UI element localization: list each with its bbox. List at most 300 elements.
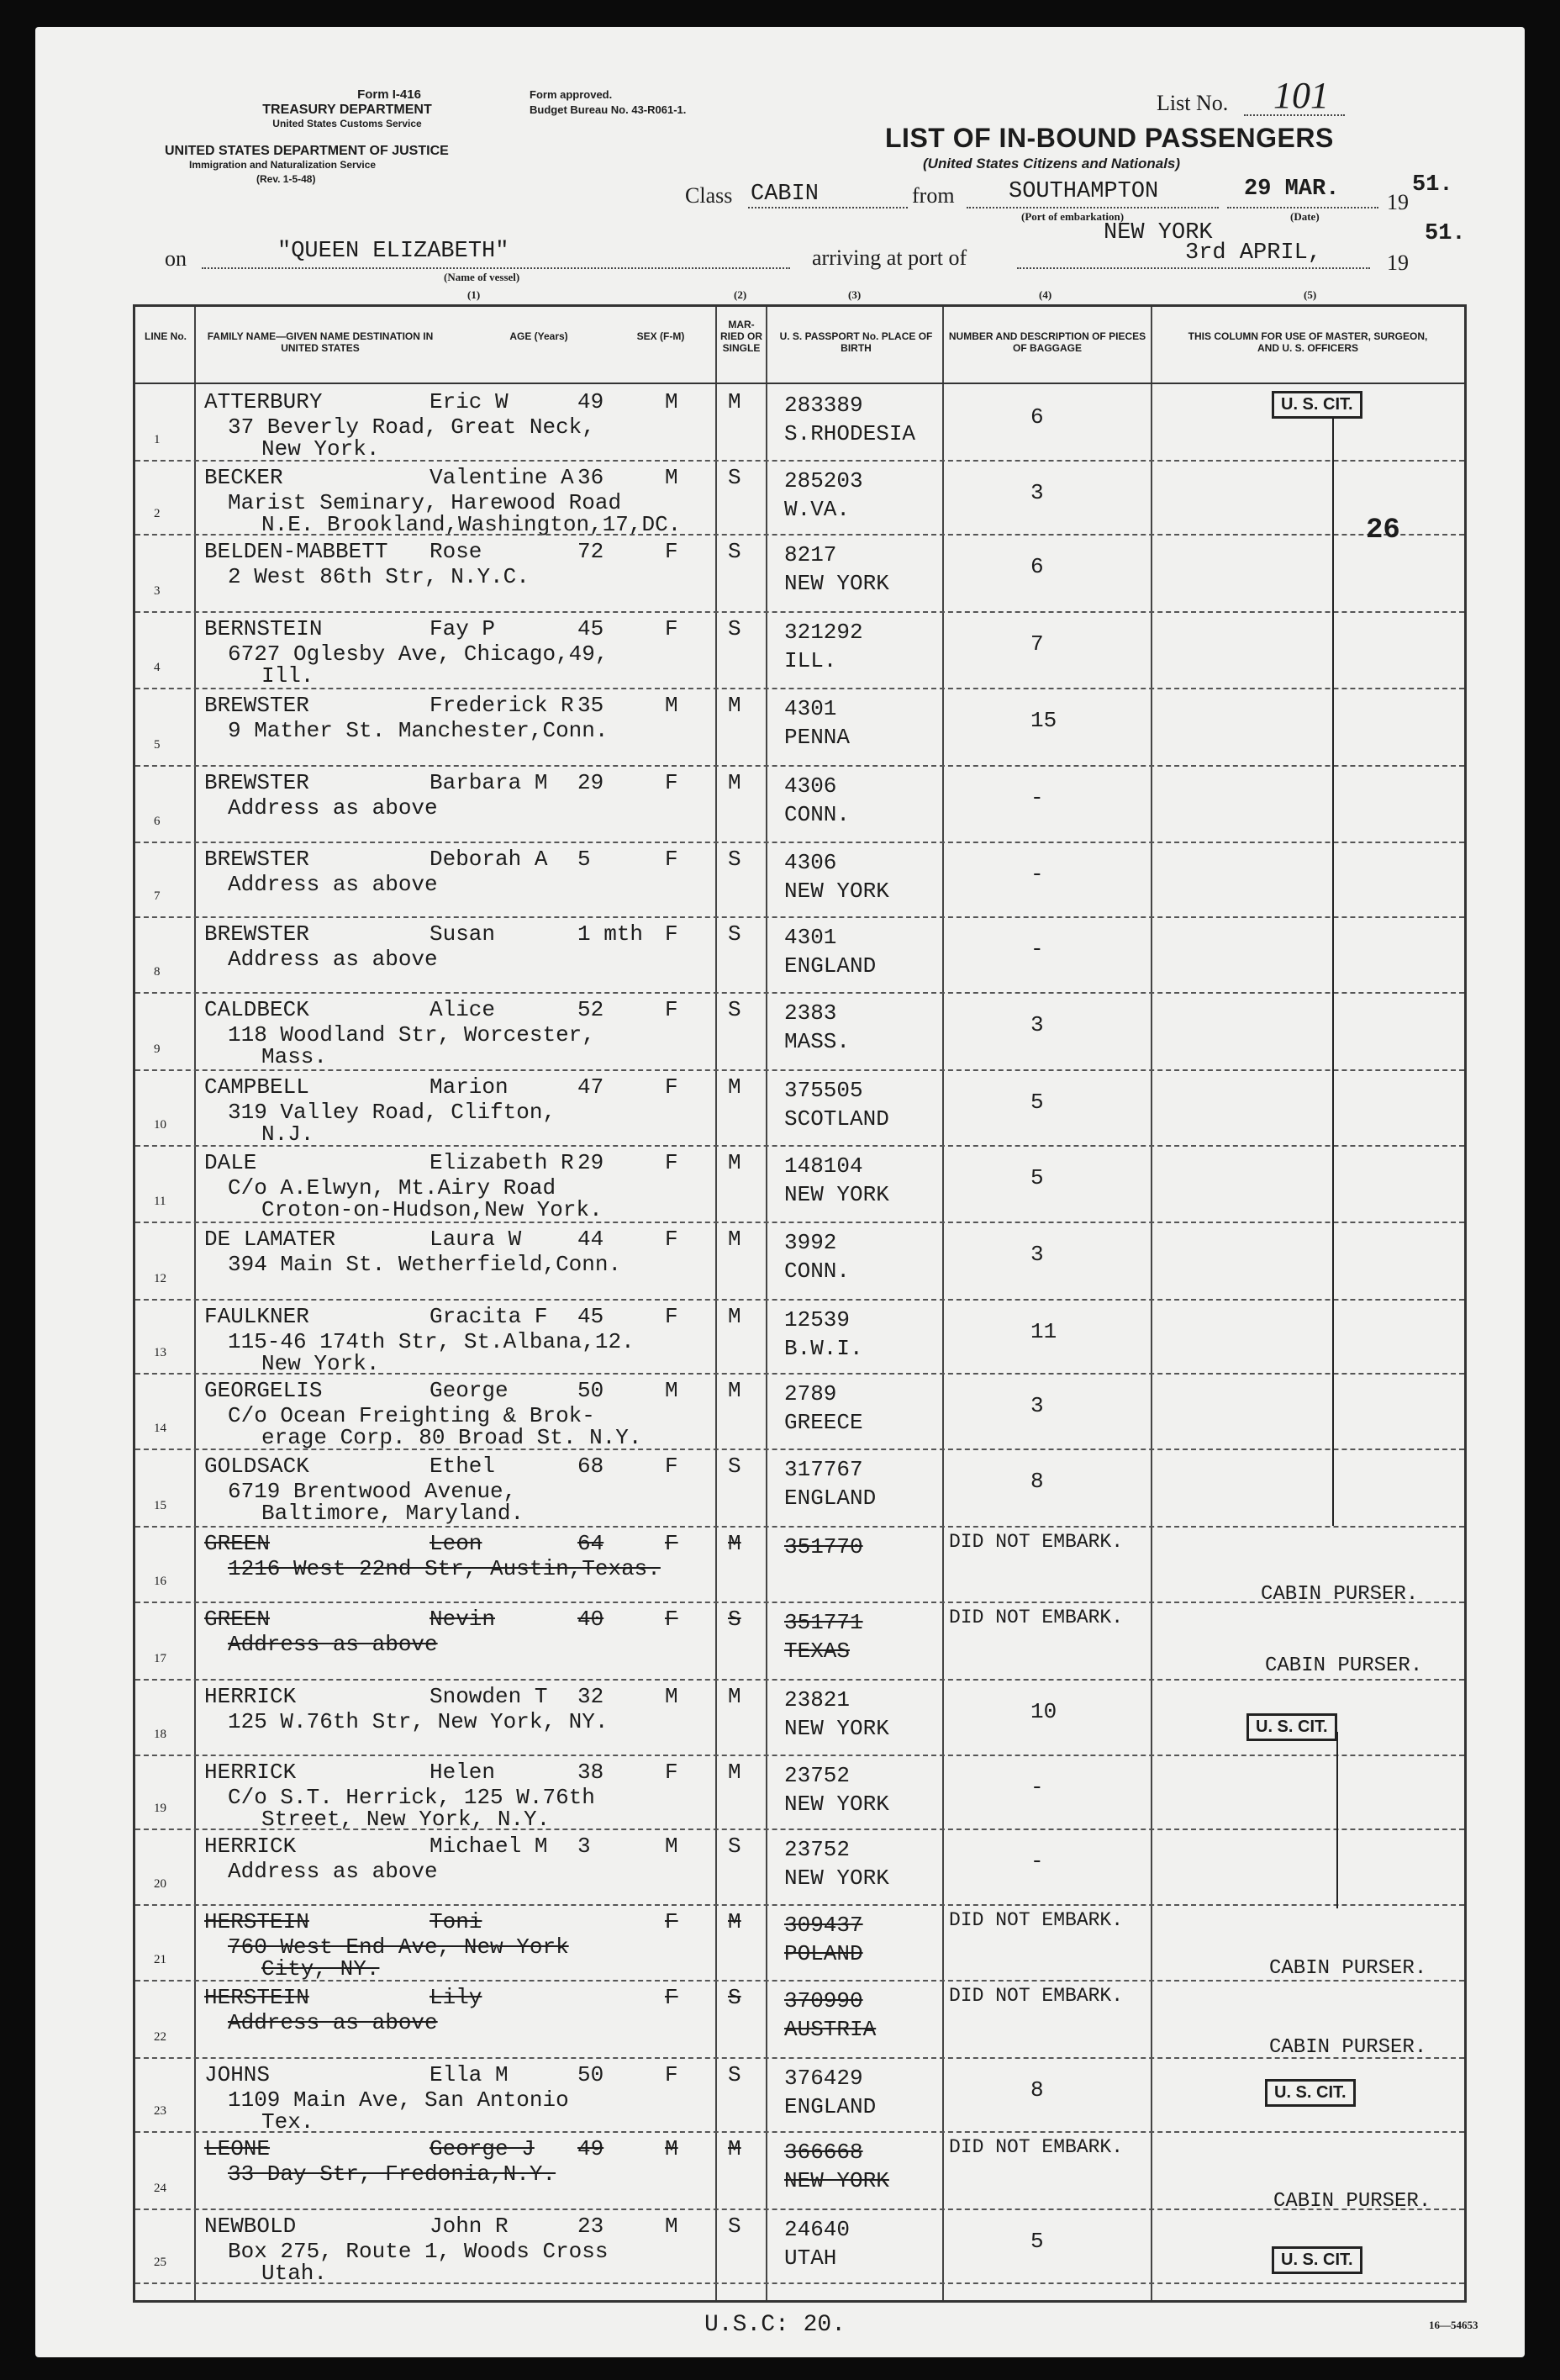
passport-number: 2789: [784, 1381, 837, 1406]
line-number: 12: [154, 1272, 166, 1285]
baggage-count: 11: [1030, 1319, 1057, 1344]
passport-number: 23752: [784, 1837, 851, 1862]
marital-status: S: [728, 616, 741, 641]
budget-bureau: Budget Bureau No. 43-R061-1.: [530, 103, 687, 116]
passport-number: 24640: [784, 2217, 851, 2242]
given-name: Deborah A: [430, 847, 548, 872]
age: 50: [577, 1378, 604, 1403]
line-number: 5: [154, 738, 161, 752]
passenger-row: [135, 1755, 1464, 1832]
age: 47: [577, 1074, 604, 1100]
from-label: from: [912, 183, 955, 208]
passenger-row: [135, 1299, 1464, 1376]
place-of-birth: TEXAS: [784, 1639, 851, 1664]
given-name: Fay P: [430, 616, 496, 641]
sex: F: [665, 847, 678, 872]
address-line-2: New York.: [261, 1351, 380, 1376]
passenger-row: [135, 1222, 1464, 1299]
address-line-1: 1109 Main Ave, San Antonio: [228, 2087, 569, 2113]
given-name: Michael M: [430, 1834, 548, 1859]
sex: F: [665, 1607, 678, 1632]
address-line-1: C/o Ocean Freighting & Brok-: [228, 1403, 595, 1428]
age: 36: [577, 465, 604, 490]
justice-department: UNITED STATES DEPARTMENT OF JUSTICE: [165, 144, 449, 158]
given-name: Leon: [430, 1531, 482, 1556]
marital-status: M: [728, 1227, 741, 1252]
passport-number: 317767: [784, 1457, 863, 1482]
arrival-year: 51.: [1425, 221, 1466, 246]
family-name: GOLDSACK: [204, 1454, 309, 1479]
year-prefix: 19: [1387, 190, 1409, 214]
address-line-2: Ill.: [261, 663, 314, 689]
form-title: LIST OF IN-BOUND PASSENGERS: [885, 123, 1334, 153]
address-line-2: Tex.: [261, 2109, 314, 2135]
family-name: GREEN: [204, 1607, 271, 1632]
address-line-2: New York.: [261, 436, 380, 462]
passport-number: 4301: [784, 925, 837, 950]
arrival-port: NEW YORK: [1104, 220, 1213, 245]
marital-status: M: [728, 1760, 741, 1785]
col-age: AGE (Years): [509, 330, 568, 342]
given-name: Barbara M: [430, 770, 548, 795]
col-officers: THIS COLUMN FOR USE OF MASTER, SURGEON, AND U. S. OFFICERS: [1188, 330, 1428, 354]
sex: F: [665, 1150, 678, 1175]
sex: F: [665, 770, 678, 795]
place-of-birth: NEW YORK: [784, 879, 889, 904]
address-line-1: 2 West 86th Str, N.Y.C.: [228, 564, 530, 589]
vessel-caption: (Name of vessel): [444, 271, 520, 283]
place-of-birth: GREECE: [784, 1410, 863, 1435]
passenger-row: [135, 534, 1464, 611]
marital-status: M: [728, 1531, 741, 1556]
col-married: MAR-RIED OR SINGLE: [719, 319, 762, 354]
age: 29: [577, 1150, 604, 1175]
place-of-birth: NEW YORK: [784, 1792, 889, 1817]
marital-status: S: [728, 847, 741, 872]
line-number: 15: [154, 1499, 166, 1512]
passenger-row: [135, 1373, 1464, 1449]
col-sex: SEX (F-M): [636, 330, 685, 342]
line-number: 13: [154, 1346, 166, 1359]
customs-service: United States Customs Service: [272, 118, 422, 129]
marital-status: M: [728, 2136, 741, 2161]
given-name: Rose: [430, 539, 482, 564]
col-line-no: LINE No.: [145, 330, 187, 342]
address-line-2: Croton-on-Hudson,New York.: [261, 1197, 603, 1222]
baggage-count: 6: [1030, 554, 1044, 579]
address-line-1: Marist Seminary, Harewood Road: [228, 490, 622, 515]
baggage-count: 3: [1030, 1242, 1044, 1267]
address-line-1: 115-46 174th Str, St.Albana,12.: [228, 1329, 635, 1354]
stamp-number: 26: [1366, 515, 1400, 546]
family-name: BERNSTEIN: [204, 616, 323, 641]
given-name: John R: [430, 2214, 509, 2239]
passenger-row: [135, 1829, 1464, 1904]
line-number: 14: [154, 1422, 166, 1435]
sex: M: [665, 693, 678, 718]
marital-status: S: [728, 465, 741, 490]
family-name: GEORGELIS: [204, 1378, 323, 1403]
passenger-row: [135, 1449, 1464, 1526]
line-number: 16: [154, 1575, 166, 1588]
cabin-purser: CABIN PURSER.: [1269, 1957, 1427, 1980]
passenger-row: [135, 2131, 1464, 2208]
place-of-birth: B.W.I.: [784, 1336, 863, 1361]
age: 52: [577, 997, 604, 1022]
address-line-1: Box 275, Route 1, Woods Cross: [228, 2239, 609, 2264]
passport-number: 4306: [784, 850, 837, 875]
treasury-department: TREASURY DEPARTMENT: [262, 103, 432, 117]
date-caption: (Date): [1290, 210, 1320, 223]
marital-status: M: [728, 1909, 741, 1934]
baggage-count: 5: [1030, 1165, 1044, 1190]
sex: M: [665, 2214, 678, 2239]
family-name: BECKER: [204, 465, 283, 490]
passenger-table: [133, 288, 1467, 2303]
passport-number: 3992: [784, 1230, 837, 1255]
col-baggage: NUMBER AND DESCRIPTION OF PIECES OF BAGGAGE: [948, 330, 1146, 354]
port-of-embarkation: SOUTHAMPTON: [1009, 179, 1159, 204]
family-name: HERRICK: [204, 1684, 297, 1709]
age: 45: [577, 1304, 604, 1329]
age: 44: [577, 1227, 604, 1252]
family-name: DALE: [204, 1150, 257, 1175]
address-line-1: Address as above: [228, 2010, 438, 2035]
line-number: 20: [154, 1877, 166, 1891]
marital-status: S: [728, 2214, 741, 2239]
address-line-2: Mass.: [261, 1044, 328, 1069]
place-of-birth: NEW YORK: [784, 1716, 889, 1741]
address-line-1: 37 Beverly Road, Great Neck,: [228, 414, 595, 440]
cabin-purser: CABIN PURSER.: [1273, 2190, 1431, 2213]
place-of-birth: W.VA.: [784, 497, 851, 522]
address-line-1: 319 Valley Road, Clifton,: [228, 1100, 556, 1125]
family-name: NEWBOLD: [204, 2214, 297, 2239]
line-number: 24: [154, 2182, 166, 2195]
family-name: DE LAMATER: [204, 1227, 336, 1252]
age: 40: [577, 1607, 604, 1632]
address-line-1: 760 West End Ave, New York: [228, 1934, 569, 1960]
passenger-row: [135, 611, 1464, 688]
sex: M: [665, 1684, 678, 1709]
us-citizen-stamp: U. S. CIT.: [1272, 391, 1362, 419]
marital-status: S: [728, 1834, 741, 1859]
marital-status: S: [728, 539, 741, 564]
baggage-count: 3: [1030, 1393, 1044, 1418]
line-number: 18: [154, 1728, 166, 1741]
passport-number: 309437: [784, 1913, 863, 1938]
line-number: 6: [154, 815, 161, 828]
address-line-1: 118 Woodland Str, Worcester,: [228, 1022, 595, 1048]
passport-number: 376429: [784, 2066, 863, 2091]
cabin-purser: CABIN PURSER.: [1269, 2036, 1427, 2059]
given-name: Toni: [430, 1909, 482, 1934]
remark: DID NOT EMBARK.: [949, 1531, 1124, 1553]
given-name: Lily: [430, 1985, 482, 2010]
form-number: Form I-416: [357, 87, 421, 102]
sex: F: [665, 616, 678, 641]
family-name: GREEN: [204, 1531, 271, 1556]
place-of-birth: AUSTRIA: [784, 2017, 877, 2042]
given-name: Eric W: [430, 389, 509, 414]
line-number: 3: [154, 584, 161, 598]
line-number: 2: [154, 507, 161, 520]
line-number: 19: [154, 1802, 166, 1815]
address-line-1: 9 Mather St. Manchester,Conn.: [228, 718, 609, 743]
marital-status: S: [728, 921, 741, 947]
marital-status: M: [728, 1378, 741, 1403]
sex: F: [665, 1074, 678, 1100]
place-of-birth: CONN.: [784, 802, 851, 827]
column-number: (5): [1304, 288, 1317, 301]
address-line-1: C/o S.T. Herrick, 125 W.76th: [228, 1785, 595, 1810]
family-name: HERSTEIN: [204, 1909, 309, 1934]
given-name: George J: [430, 2136, 535, 2161]
baggage-count: 7: [1030, 631, 1044, 657]
remark: DID NOT EMBARK.: [949, 2136, 1124, 2158]
place-of-birth: PENNA: [784, 725, 851, 750]
family-name: BELDEN-MABBETT: [204, 539, 388, 564]
immigration-service: Immigration and Naturalization Service: [189, 159, 377, 171]
passport-number: 285203: [784, 468, 863, 493]
address-line-1: 394 Main St. Wetherfield,Conn.: [228, 1252, 622, 1277]
cabin-purser: CABIN PURSER.: [1261, 1583, 1419, 1606]
line-number: 10: [154, 1118, 166, 1132]
family-name: BREWSTER: [204, 693, 309, 718]
column-number: (3): [848, 288, 862, 301]
vessel-name: "QUEEN ELIZABETH": [277, 239, 509, 264]
address-line-2: Baltimore, Maryland.: [261, 1501, 524, 1526]
given-name: Elizabeth R: [430, 1150, 574, 1175]
baggage-count: 8: [1030, 1469, 1044, 1494]
age: 3: [577, 1834, 591, 1859]
given-name: Susan: [430, 921, 496, 947]
place-of-birth: POLAND: [784, 1941, 863, 1966]
address-line-1: Address as above: [228, 1859, 438, 1884]
address-line-2: erage Corp. 80 Broad St. N.Y.: [261, 1425, 642, 1450]
passenger-row: [135, 1904, 1464, 1980]
line-number: 9: [154, 1042, 161, 1056]
sex: M: [665, 1378, 678, 1403]
line-number: 8: [154, 965, 161, 979]
address-line-2: City, NY.: [261, 1956, 380, 1982]
print-code: 16—54653: [1429, 2319, 1478, 2331]
family-name: JOHNS: [204, 2062, 271, 2087]
address-line-2: Street, New York, N.Y.: [261, 1807, 551, 1832]
remark: DID NOT EMBARK.: [949, 1909, 1124, 1931]
baggage-count: 8: [1030, 2077, 1044, 2103]
address-line-1: Address as above: [228, 1632, 438, 1657]
marital-status: M: [728, 693, 741, 718]
sex: F: [665, 1304, 678, 1329]
given-name: Snowden T: [430, 1684, 548, 1709]
address-line-1: 6719 Brentwood Avenue,: [228, 1479, 517, 1504]
marital-status: S: [728, 997, 741, 1022]
age: 38: [577, 1760, 604, 1785]
given-name: George: [430, 1378, 509, 1403]
place-of-birth: SCOTLAND: [784, 1106, 889, 1132]
age: 64: [577, 1531, 604, 1556]
on-label: on: [165, 246, 187, 271]
sex: F: [665, 921, 678, 947]
family-name: HERRICK: [204, 1834, 297, 1859]
line-number: 11: [154, 1195, 166, 1208]
usc-footer: U.S.C: 20.: [704, 2312, 846, 2338]
passport-number: 8217: [784, 542, 837, 567]
class-label: Class: [685, 183, 733, 208]
place-of-birth: ILL.: [784, 648, 837, 673]
passport-number: 4306: [784, 773, 837, 799]
passport-number: 366668: [784, 2140, 863, 2165]
place-of-birth: ENGLAND: [784, 953, 877, 979]
sex: F: [665, 1985, 678, 2010]
sex: F: [665, 539, 678, 564]
place-of-birth: S.RHODESIA: [784, 421, 916, 446]
column-number: (4): [1039, 288, 1052, 301]
place-of-birth: NEW YORK: [784, 1182, 889, 1207]
given-name: Ethel: [430, 1454, 496, 1479]
baggage-count: 15: [1030, 708, 1057, 733]
embarkation-year: 51.: [1412, 172, 1453, 198]
embarkation-date: 29 MAR.: [1244, 177, 1340, 202]
passport-number: 321292: [784, 620, 863, 645]
us-citizen-stamp: U. S. CIT.: [1246, 1713, 1337, 1741]
baggage-count: 3: [1030, 1012, 1044, 1037]
sex: F: [665, 1454, 678, 1479]
baggage-count: -: [1030, 785, 1044, 810]
baggage-count: 5: [1030, 2229, 1044, 2254]
revision-date: (Rev. 1-5-48): [256, 173, 316, 185]
address-line-1: Address as above: [228, 947, 438, 972]
age: 29: [577, 770, 604, 795]
place-of-birth: UTAH: [784, 2245, 837, 2271]
address-line-1: 33 Day Str, Fredonia,N.Y.: [228, 2161, 556, 2187]
given-name: Ella M: [430, 2062, 509, 2087]
address-line-1: C/o A.Elwyn, Mt.Airy Road: [228, 1175, 556, 1201]
family-name: CALDBECK: [204, 997, 309, 1022]
family-name: ATTERBURY: [204, 389, 323, 414]
baggage-count: 6: [1030, 404, 1044, 430]
marital-status: S: [728, 1454, 741, 1479]
given-name: Marion: [430, 1074, 509, 1100]
age: 5: [577, 847, 591, 872]
given-name: Frederick R: [430, 693, 574, 718]
sex: F: [665, 1909, 678, 1934]
place-of-birth: NEW YORK: [784, 571, 889, 596]
marital-status: M: [728, 1150, 741, 1175]
col-name: FAMILY NAME—GIVEN NAME DESTINATION IN UNITED STATES: [207, 330, 434, 354]
family-name: FAULKNER: [204, 1304, 309, 1329]
address-line-1: 6727 Oglesby Ave, Chicago,49,: [228, 641, 609, 667]
marital-status: M: [728, 389, 741, 414]
given-name: Laura W: [430, 1227, 522, 1252]
sex: M: [665, 389, 678, 414]
passport-number: 351771: [784, 1610, 863, 1635]
arrival-date: 3rd APRIL,: [1185, 240, 1322, 266]
passenger-row: [135, 992, 1464, 1069]
marital-status: S: [728, 1607, 741, 1632]
given-name: Gracita F: [430, 1304, 548, 1329]
address-line-1: Address as above: [228, 795, 438, 821]
family-name: BREWSTER: [204, 921, 309, 947]
passenger-row: [135, 460, 1464, 537]
column-number: (2): [734, 288, 747, 301]
passenger-row: [135, 1069, 1464, 1145]
column-number: (1): [467, 288, 481, 301]
baggage-count: -: [1030, 862, 1044, 887]
passport-number: 351770: [784, 1534, 863, 1559]
passport-number: 370990: [784, 1988, 863, 2013]
age: 1 mth: [577, 921, 644, 947]
marital-status: S: [728, 2062, 741, 2087]
passenger-row: [135, 1980, 1464, 2057]
line-number: 17: [154, 1652, 166, 1665]
marital-status: M: [728, 770, 741, 795]
family-name: BREWSTER: [204, 847, 309, 872]
line-number: 4: [154, 661, 161, 674]
list-no-label: List No.: [1157, 91, 1229, 115]
sex: F: [665, 1760, 678, 1785]
given-name: Helen: [430, 1760, 496, 1785]
age: 32: [577, 1684, 604, 1709]
age: 49: [577, 2136, 604, 2161]
passenger-row: [135, 688, 1464, 765]
address-line-2: N.E. Brookland,Washington,17,DC.: [261, 512, 682, 537]
passenger-row: [135, 916, 1464, 992]
family-name: CAMPBELL: [204, 1074, 309, 1100]
sex: F: [665, 997, 678, 1022]
line-number: 22: [154, 2030, 166, 2044]
place-of-birth: ENGLAND: [784, 1486, 877, 1511]
cabin-purser: CABIN PURSER.: [1265, 1654, 1423, 1677]
baggage-count: 5: [1030, 1090, 1044, 1115]
address-line-2: N.J.: [261, 1121, 314, 1147]
age: 72: [577, 539, 604, 564]
age: 23: [577, 2214, 604, 2239]
line-number: 1: [154, 433, 161, 446]
baggage-count: 3: [1030, 480, 1044, 505]
passport-number: 283389: [784, 393, 863, 418]
sex: M: [665, 1834, 678, 1859]
baggage-count: -: [1030, 1775, 1044, 1800]
us-citizen-stamp: U. S. CIT.: [1265, 2079, 1356, 2107]
passport-number: 2383: [784, 1000, 837, 1026]
passport-number: 148104: [784, 1153, 863, 1179]
age: 35: [577, 693, 604, 718]
marital-status: M: [728, 1074, 741, 1100]
given-name: Nevin: [430, 1607, 496, 1632]
form-approved: Form approved.: [530, 88, 613, 101]
line-number: 21: [154, 1953, 166, 1966]
remark: DID NOT EMBARK.: [949, 1985, 1124, 2007]
family-name: HERRICK: [204, 1760, 297, 1785]
age: 68: [577, 1454, 604, 1479]
col-passport: U. S. PASSPORT No. PLACE OF BIRTH: [779, 330, 933, 354]
passport-number: 12539: [784, 1307, 851, 1332]
form-subtitle: (United States Citizens and Nationals): [923, 156, 1181, 172]
age: 45: [577, 616, 604, 641]
class-value: CABIN: [751, 182, 820, 207]
sex: F: [665, 1531, 678, 1556]
remark: DID NOT EMBARK.: [949, 1607, 1124, 1628]
place-of-birth: CONN.: [784, 1259, 851, 1284]
passenger-row: [135, 1145, 1464, 1222]
passenger-row: [135, 842, 1464, 916]
sex: M: [665, 465, 678, 490]
family-name: HERSTEIN: [204, 1985, 309, 2010]
marital-status: M: [728, 1304, 741, 1329]
passport-number: 375505: [784, 1078, 863, 1103]
